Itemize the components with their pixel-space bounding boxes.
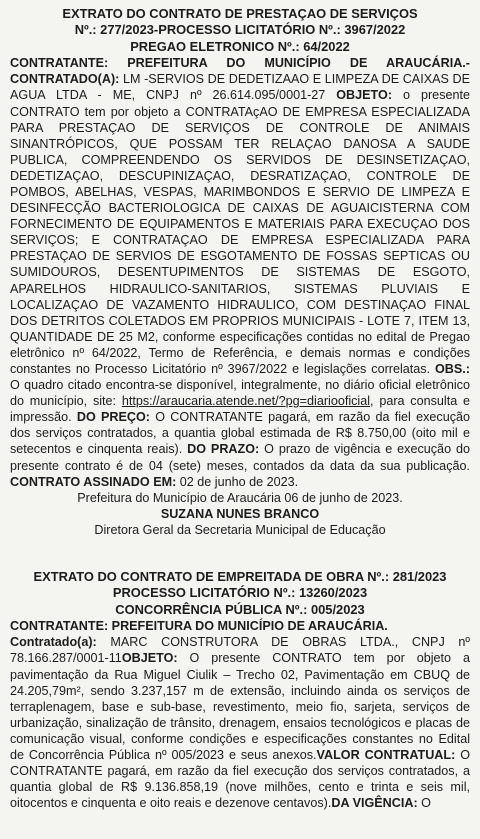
extract-1-objeto-label: OBJETO: [336, 88, 393, 103]
extract-1-contratado-label: CONTRATADO(A): [10, 72, 120, 87]
extract-1-place-date: Prefeitura do Município de Araucária 06 de junho de 2023. [77, 490, 403, 505]
extract-1-signer-role: Diretora Geral da Secretaria Municipal de Educação [94, 522, 386, 537]
contract-extract-2 [10, 569, 470, 811]
extract-2-contratado-text: MARC CONSTRUTORA DE OBRAS LTDA., CNPJ nº 78.166.287/0001-11 [10, 635, 470, 666]
extract-2-vigencia-text: O [417, 796, 431, 811]
extract-1-objeto-text: o presente CONTRATO tem por objeto a CONTRATAçAO DE EMPRESA ESPECIALIZADA PARA PRESTAÇAO DE SERVIÇOS DE CONTROLE DE ANIMAIS SINANTRÓPICOS, QUE POSSAM TER RELAÇAO DANOSA A SAUDE PUBLICA, COMPREENDENDO OS SERVIDOS DE DESINSETIZAÇAO, DEDETIZAÇAO, DESCUPINIZAÇAO, DESRATIZAÇAO, CONTROLE DE POMBOS, ABELHAS, VESPAS, MARIMBONDOS E SERVIO DE LIMPEZA E DESINFECÇÃO BACTERIOLOGICA DE CAIXAS DE AGUAICISTERNA COM FORNECIMENTO DE EQUIPAMENTOS E MATERIAIS PARA EXECUÇAO DOS SERVIÇOS; E CONTRATAÇAO DE EMPRESA ESPECIALIZADA PARA PRESTAÇAO DE SERVIOS DE ESGOTAMENTO DE FOSSAS SEPTICAS OU SUMIDOUROS, DESENTUPIMENTOS DE SISTEMAS DE ESGOTO, APARELHOS HIDRAULICO-SANITARIOS, SISTEMAS PLUVIAIS E LOCALIZAÇAO DE VAZAMENTO HIDRAULICO, COM DESTINAÇAO FINAL DOS DETRITOS COLETADOS EM PROPRIOS MUNICIPAIS - LOTE 7, ITEM 13, QUANTIDADE DE 25 M2, conforme especificações contidas no edital de Pregao eletrônico nº 64/2022, Termo de Referência, e demais normas e condições constantes no Processo Licitatório nº 3967/2022 e legislações correlatas. [10, 88, 470, 376]
extract-1-title-line-3: PREGAO ELETRONICO Nº.: 64/2022 [130, 38, 350, 54]
extract-2-body [10, 634, 470, 811]
extract-1-prazo-text: O prazo de vigência e execução do presente contrato é de 04 (sete) meses, contados da data da sua publicação. [10, 442, 470, 473]
extract-2-objeto-text: O presente CONTRATO tem por objeto a pavimentação da Rua Miguel Ciulik – Trecho 02, Pavimentação em CBUQ de 24.205,79m², sendo 3.237,157 m de extensão, incluindo ainda os serviços de terraplenagem, base e sub-base, revestimento, meio fio, sarjeta, serviços de urbanização, sinalização de trânsito, drenagem, ensaios tecnológicos e placas de comunicação visual, conforme condições e especificações constantes no Edital de Concorrência Pública nº 005/2023 e seus anexos. [10, 651, 470, 762]
extract-2-objeto-label: OBJETO: [121, 651, 178, 666]
diario-oficial-link[interactable]: https://araucaria.atende.net/?pg=diariooficial [121, 394, 371, 409]
extract-1-contratado-text: LM -SERVIOS DE DEDETIZAAO E LIMPEZA DE CAIXAS DE AGUA LTDA - ME, CNPJ nº 26.614.095/0001-27 [10, 72, 470, 103]
extract-1-body [10, 55, 470, 490]
contract-extract-1 [10, 6, 470, 538]
extract-1-signer-name: SUZANA NUNES BRANCO [160, 506, 320, 521]
extract-1-obs-text-2: , para consulta e impressão. [10, 394, 470, 425]
extract-2-title-line-1: EXTRATO DO CONTRATO DE EMPREITADA DE OBRA Nº.: 281/2023 [33, 569, 447, 585]
extract-1-obs-text: O quadro citado encontra-se disponível, integralmente, no diário oficial eletrônico do município, site: [10, 378, 470, 409]
extract-1-title-line-1: EXTRATO DO CONTRATO DE PRESTAÇAO DE SERVIÇOS [62, 6, 418, 21]
extract-2-valor-text: O CONTRATANTE pagará, em razão da fiel execução dos serviços contratados, a quantia global de R$ 9.136.858,19 (nove milhões, cento e trinta e seis mil, oitocentos e cinquenta e oito reais e dezenove centavos). [10, 748, 470, 811]
extract-2-vigencia-label: DA VIGÊNCIA: [331, 796, 418, 811]
extract-1-title [10, 6, 470, 55]
extract-1-assinado-label: CONTRATO ASSINADO EM: [10, 474, 177, 489]
extract-1-preco-text: O CONTRATANTE pagará, em razão da fiel execução dos serviços contratados, a quantia global estimada de R$ 8.750,00 (oito mil e setecentos e cinquenta reais). [10, 410, 471, 457]
extract-1-title-line-2: Nº.: 277/2023-PROCESSO LICITATÓRIO Nº.: 3967/2022 [74, 22, 406, 38]
extract-1-preco-label: DO PREÇO: [76, 410, 150, 425]
extract-2-title [10, 569, 470, 618]
extract-2-contratado-label: Contratado(a): [10, 635, 97, 650]
extract-1-contratante: CONTRATANTE: PREFEITURA DO MUNICÍPIO DE ARAUCÁRIA.- [10, 56, 470, 71]
extract-2-title-line-3: CONCORRÊNCIA PÚBLICA Nº.: 005/2023 [115, 601, 365, 617]
extract-2-title-line-2: PROCESSO LICITATÓRIO Nº.: 13260/2023 [112, 585, 368, 601]
section-gap [10, 538, 470, 569]
extract-2-contratante: CONTRATANTE: PREFEITURA DO MUNICÍPIO DE ARAUCÁRIA. [10, 619, 388, 634]
extract-2-valor-label: VALOR CONTRATUAL: [316, 748, 456, 762]
extract-1-assinado-text: 02 de junho de 2023. [176, 474, 299, 489]
extract-1-obs-label: OBS.: [435, 362, 470, 376]
extract-1-prazo-label: DO PRAZO: [187, 442, 260, 457]
